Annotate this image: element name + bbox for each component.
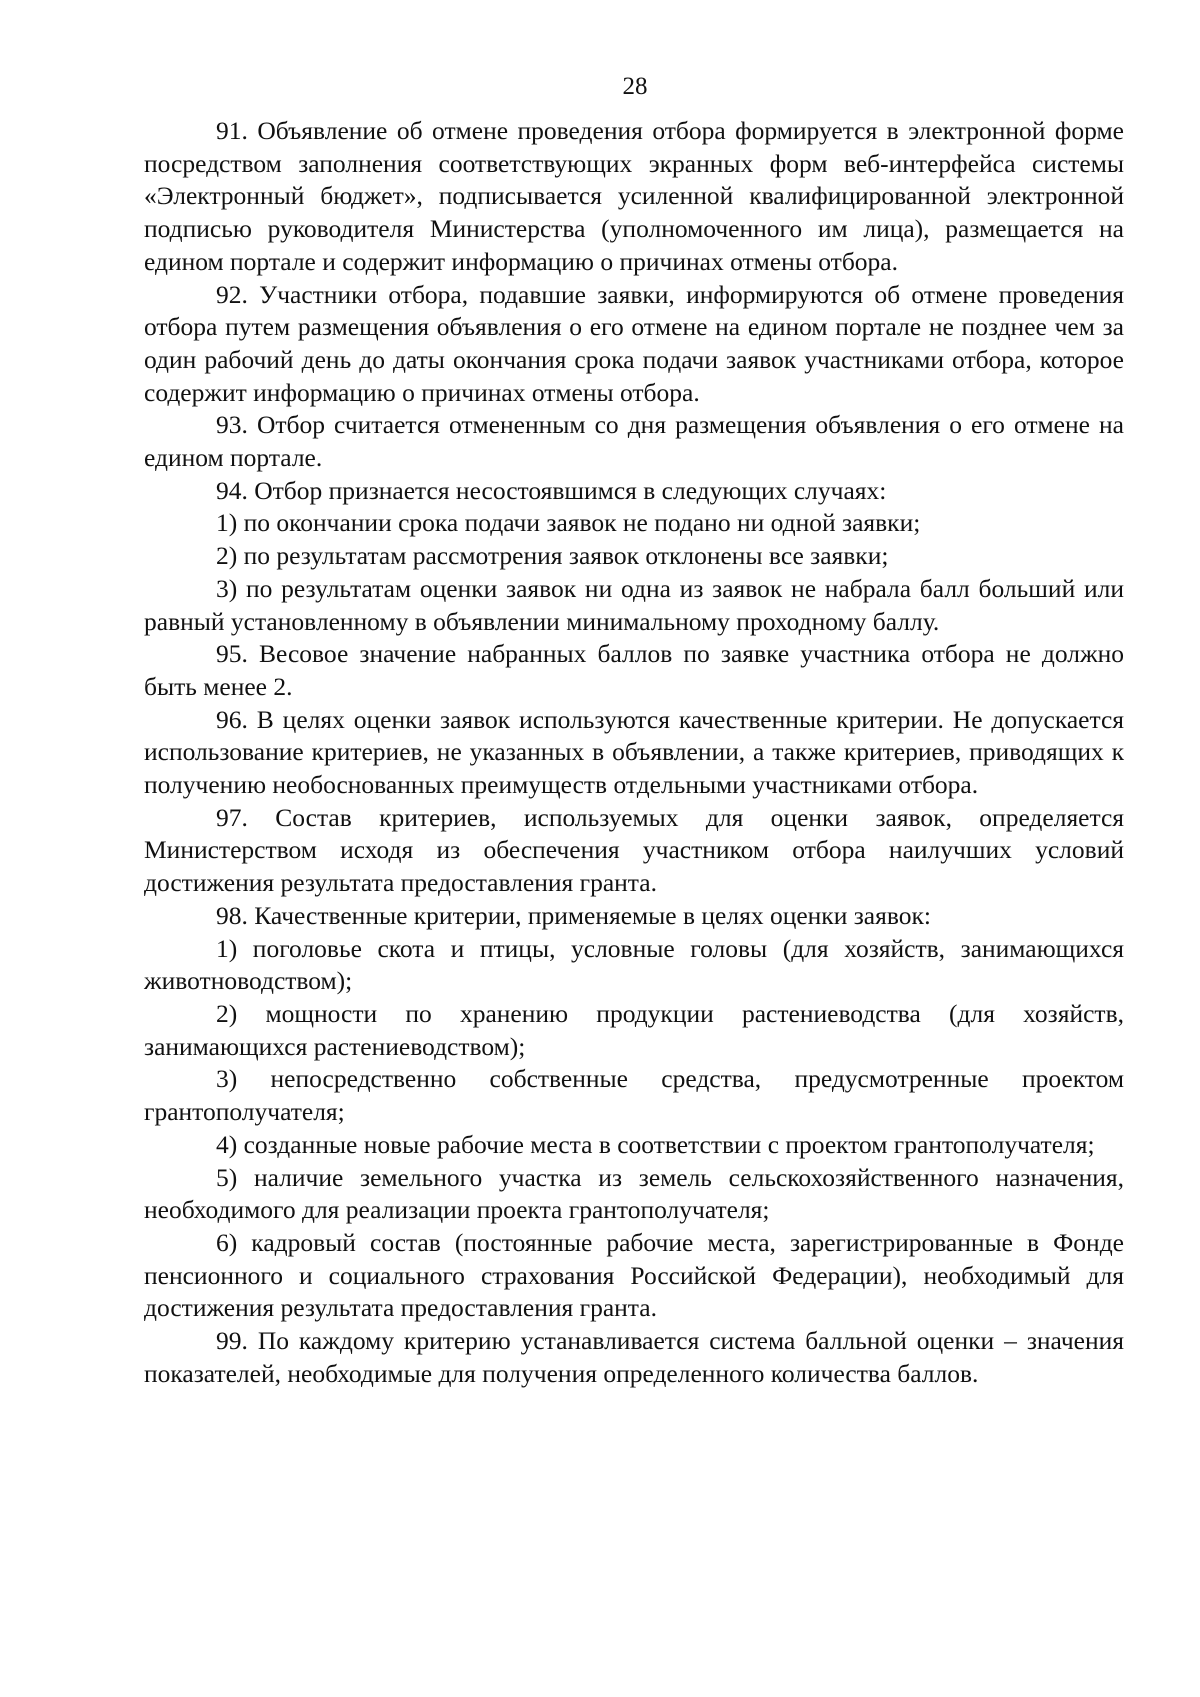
paragraph-98-item-5: 5) наличие земельного участка из земель сельскохозяйственного назначения, необходимого для реализации проекта грантополучателя;: [144, 1162, 1124, 1225]
page-number: 28: [622, 73, 648, 100]
paragraph-98-item-2: 2) мощности по хранению продукции растениеводства (для хозяйств, занимающихся растениеводством);: [144, 998, 1124, 1061]
paragraph-93: 93. Отбор считается отмененным со дня размещения объявления о его отмене на едином портале.: [144, 410, 1124, 473]
paragraph-97: 97. Состав критериев, используемых для оценки заявок, определяется Министерством исходя из обеспечения участником отбора наилучших условий достижения результата предоставления гранта.: [144, 802, 1124, 898]
paragraph-99: 99. По каждому критерию устанавливается система балльной оценки – значения показателей, необходимые для получения определенного количества баллов.: [144, 1326, 1124, 1388]
paragraph-91: 91. Объявление об отмене проведения отбора формируется в электронной форме посредством заполнения соответствующих экранных форм веб-интерфейса системы «Электронный бюджет», подписывается усиленной квалифицированной электронной подписью руководителя Министерства (уполномоченного им лица), размещается на едином портале и содержит информацию о причинах отмены отбора.: [144, 116, 1124, 276]
paragraph-98-item-4: 4) созданные новые рабочие места в соответствии с проектом грантополучателя;: [216, 1129, 1095, 1159]
document-body: [144, 115, 1124, 1390]
paragraph-94-item-3: 3) по результатам оценки заявок ни одна из заявок не набрала балл больший или равный установленному в объявлении минимальному проходному баллу.: [144, 573, 1124, 636]
paragraph-94-item-2: 2) по результатам рассмотрения заявок отклонены все заявки;: [216, 541, 889, 571]
paragraph-96: 96. В целях оценки заявок используются качественные критерии. Не допускается использование критериев, не указанных в объявлении, а также критериев, приводящих к получению необоснованных преимуществ отдельными участниками отбора.: [144, 704, 1124, 800]
paragraph-94-item-1: 1) по окончании срока подачи заявок не подано ни одной заявки;: [216, 508, 921, 538]
paragraph-98: 98. Качественные критерии, применяемые в целях оценки заявок:: [216, 900, 931, 930]
paragraph-98-item-1: 1) поголовье скота и птицы, условные головы (для хозяйств, занимающихся животноводством);: [144, 933, 1124, 996]
paragraph-92: 92. Участники отбора, подавшие заявки, информируются об отмене проведения отбора путем размещения объявления о его отмене на едином портале не позднее чем за один рабочий день до даты окончания срока подачи заявок участниками отбора, которое содержит информацию о причинах отмены отбора.: [144, 279, 1124, 407]
paragraph-94: 94. Отбор признается несостоявшимся в следующих случаях:: [216, 475, 887, 505]
paragraph-98-item-3: 3) непосредственно собственные средства, предусмотренные проектом грантополучателя;: [144, 1064, 1124, 1127]
paragraph-98-item-6: 6) кадровый состав (постоянные рабочие места, зарегистрированные в Фонде пенсионного и социального страхования Российской Федерации), необходимый для достижения результата предоставления гранта.: [144, 1227, 1124, 1323]
paragraph-95: 95. Весовое значение набранных баллов по заявке участника отбора не должно быть менее 2.: [144, 639, 1124, 701]
